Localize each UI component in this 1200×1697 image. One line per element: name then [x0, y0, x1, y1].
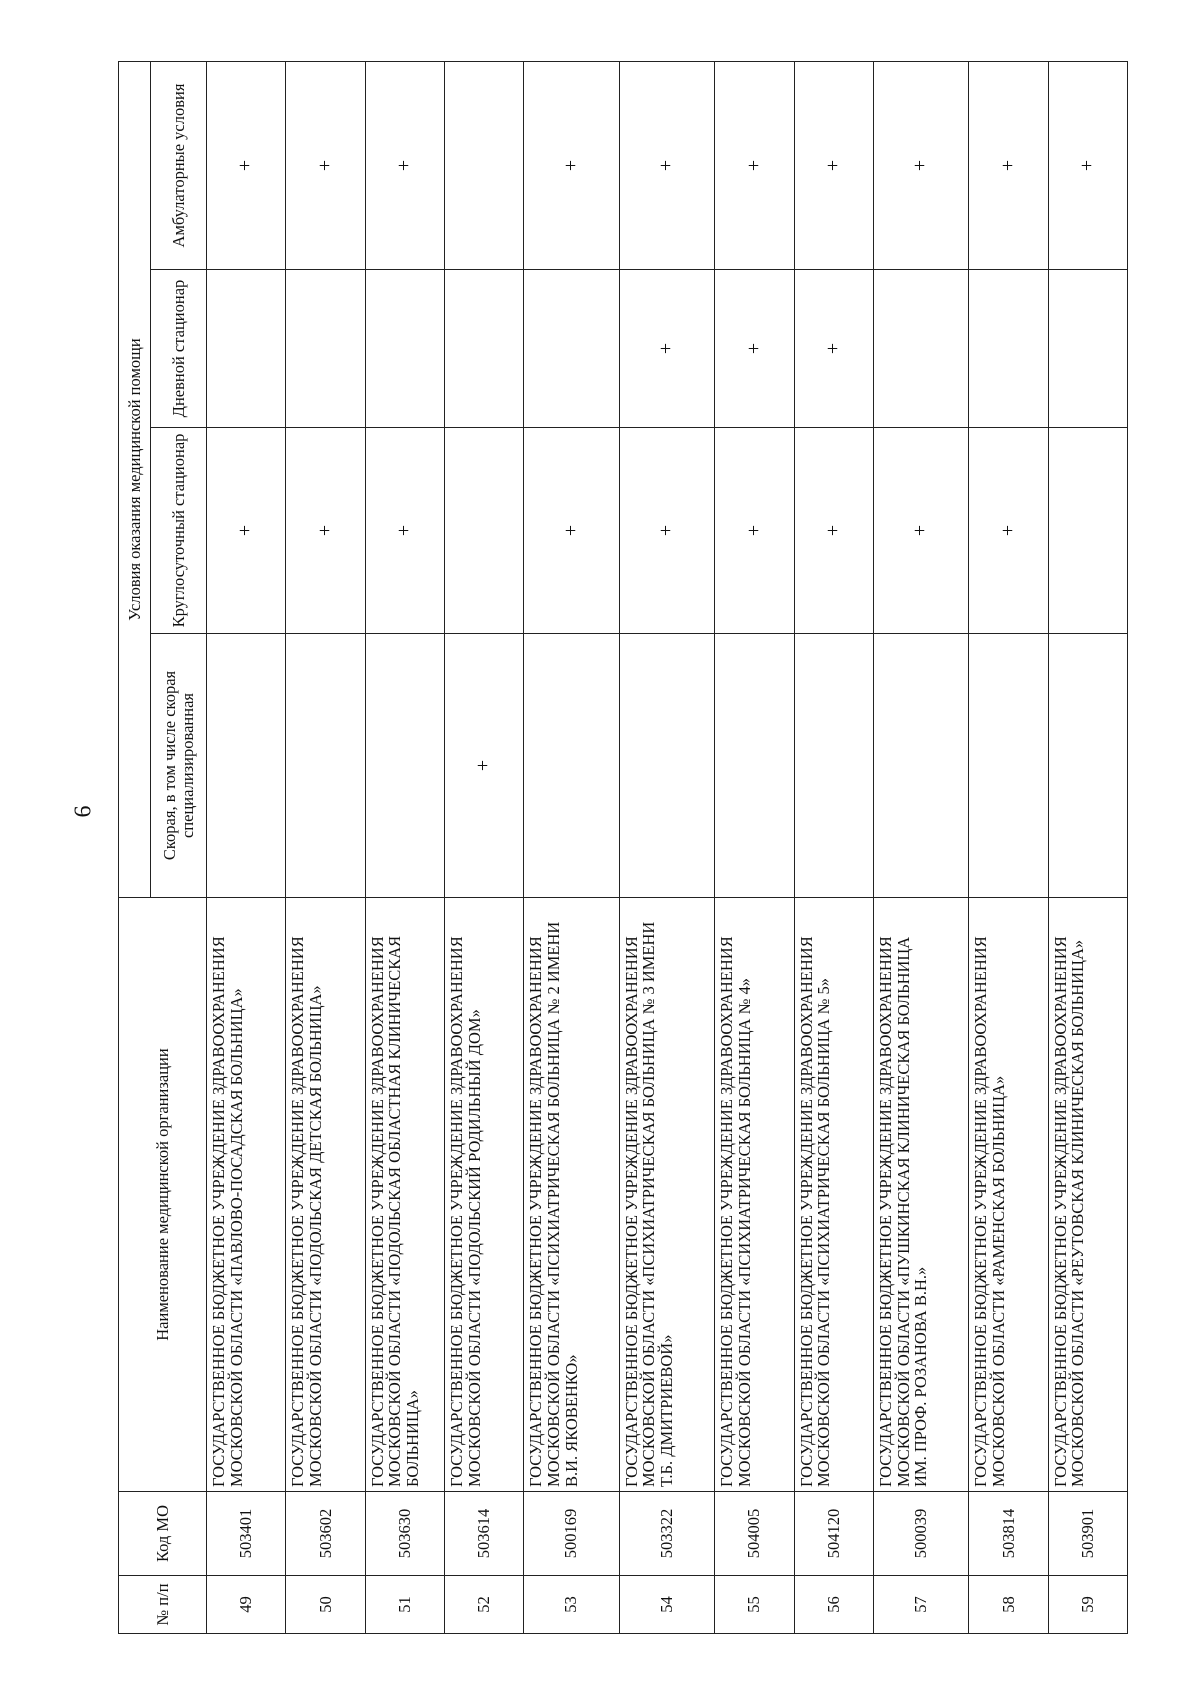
plus-mark: + [909, 159, 932, 172]
header-day-hospital: Дневной стационар [151, 270, 207, 428]
cell-outpatient [365, 62, 444, 270]
table-row [969, 62, 1048, 1634]
row-code: 503602 [286, 1492, 365, 1576]
header-conditions: Условия оказания медицинской помощи [119, 62, 151, 898]
table-row [365, 62, 444, 1634]
cell-outpatient [969, 62, 1048, 270]
row-num: 53 [524, 1576, 620, 1634]
plus-mark: + [234, 159, 257, 172]
row-num: 57 [873, 1576, 969, 1634]
cell-day-hospital [794, 270, 873, 428]
row-num: 55 [715, 1576, 794, 1634]
plus-mark: + [313, 159, 336, 172]
row-code: 500169 [524, 1492, 620, 1576]
cell-ambulance [969, 634, 1048, 898]
row-code: 504120 [794, 1492, 873, 1576]
plus-mark: + [742, 524, 765, 537]
cell-outpatient [444, 62, 523, 270]
row-code: 503630 [365, 1492, 444, 1576]
cell-inpatient [715, 428, 794, 634]
header-outpatient: Амбулаторные условия [151, 62, 207, 270]
plus-mark: + [821, 342, 844, 355]
row-code: 503814 [969, 1492, 1048, 1576]
row-name: ГОСУДАРСТВЕННОЕ БЮДЖЕТНОЕ УЧРЕЖДЕНИЕ ЗДРАВООХРАНЕНИЯ МОСКОВСКОЙ ОБЛАСТИ «ПОДОЛЬСКИЙ РОДИЛЬНЫЙ ДОМ» [444, 898, 523, 1492]
row-num: 49 [207, 1576, 286, 1634]
plus-mark: + [1076, 159, 1098, 172]
plus-mark: + [996, 159, 1019, 172]
cell-day-hospital [524, 270, 620, 428]
row-name: ГОСУДАРСТВЕННОЕ БЮДЖЕТНОЕ УЧРЕЖДЕНИЕ ЗДРАВООХРАНЕНИЯ МОСКОВСКОЙ ОБЛАСТИ «ПАВЛОВО-ПОСАДСКАЯ БОЛЬНИЦА» [207, 898, 286, 1492]
cell-day-hospital [365, 270, 444, 428]
row-num: 52 [444, 1576, 523, 1634]
plus-mark: + [559, 524, 582, 537]
cell-inpatient [1048, 428, 1127, 634]
row-name: ГОСУДАРСТВЕННОЕ БЮДЖЕТНОЕ УЧРЕЖДЕНИЕ ЗДРАВООХРАНЕНИЯ МОСКОВСКОЙ ОБЛАСТИ «ПСИХИАТРИЧЕСКАЯ БОЛЬНИЦА № 5» [794, 898, 873, 1492]
row-name: ГОСУДАРСТВЕННОЕ БЮДЖЕТНОЕ УЧРЕЖДЕНИЕ ЗДРАВООХРАНЕНИЯ МОСКОВСКОЙ ОБЛАСТИ «РЕУТОВСКАЯ КЛИНИЧЕСКАЯ БОЛЬНИЦА» [1048, 898, 1127, 1492]
table-row [873, 62, 969, 1634]
plus-mark: + [909, 524, 932, 537]
plus-mark: + [742, 159, 765, 172]
rotated-table-wrapper [118, 62, 1128, 1634]
row-code: 500039 [873, 1492, 969, 1576]
cell-day-hospital [286, 270, 365, 428]
row-name: ГОСУДАРСТВЕННОЕ БЮДЖЕТНОЕ УЧРЕЖДЕНИЕ ЗДРАВООХРАНЕНИЯ МОСКОВСКОЙ ОБЛАСТИ «ПСИХИАТРИЧЕСКАЯ БОЛЬНИЦА № 4» [715, 898, 794, 1492]
row-num: 50 [286, 1576, 365, 1634]
cell-day-hospital [873, 270, 969, 428]
header-ambulance: Скорая, в том числе скорая специализированная [151, 634, 207, 898]
cell-inpatient [444, 428, 523, 634]
cell-outpatient [524, 62, 620, 270]
cell-inpatient [794, 428, 873, 634]
cell-inpatient [207, 428, 286, 634]
row-name: ГОСУДАРСТВЕННОЕ БЮДЖЕТНОЕ УЧРЕЖДЕНИЕ ЗДРАВООХРАНЕНИЯ МОСКОВСКОЙ ОБЛАСТИ «ПСИХИАТРИЧЕСКАЯ БОЛЬНИЦА № 3 ИМЕНИ Т.Б. ДМИТРИЕВОЙ» [619, 898, 715, 1492]
organizations-table [118, 61, 1128, 1634]
table-row [794, 62, 873, 1634]
plus-mark: + [392, 524, 415, 537]
document-page [118, 62, 1128, 1634]
cell-ambulance [207, 634, 286, 898]
header-name: Наименование медицинской организации [119, 898, 207, 1492]
cell-ambulance [794, 634, 873, 898]
cell-inpatient [524, 428, 620, 634]
cell-ambulance [1048, 634, 1127, 898]
cell-inpatient [969, 428, 1048, 634]
plus-mark: + [655, 524, 678, 537]
cell-day-hospital [619, 270, 715, 428]
cell-outpatient [715, 62, 794, 270]
row-code: 503614 [444, 1492, 523, 1576]
table-row [715, 62, 794, 1634]
plus-mark: + [821, 159, 844, 172]
cell-day-hospital [1048, 270, 1127, 428]
cell-ambulance [286, 634, 365, 898]
cell-inpatient [873, 428, 969, 634]
header-num: № п/п [119, 1576, 207, 1634]
cell-outpatient [794, 62, 873, 270]
table-row [444, 62, 523, 1634]
row-num: 54 [619, 1576, 715, 1634]
cell-outpatient [207, 62, 286, 270]
plus-mark: + [821, 524, 844, 537]
plus-mark: + [472, 759, 495, 772]
row-name: ГОСУДАРСТВЕННОЕ БЮДЖЕТНОЕ УЧРЕЖДЕНИЕ ЗДРАВООХРАНЕНИЯ МОСКОВСКОЙ ОБЛАСТИ «РАМЕНСКАЯ БОЛЬНИЦА» [969, 898, 1048, 1492]
cell-ambulance [365, 634, 444, 898]
cell-outpatient [873, 62, 969, 270]
cell-day-hospital [207, 270, 286, 428]
cell-ambulance [715, 634, 794, 898]
cell-inpatient [619, 428, 715, 634]
row-name: ГОСУДАРСТВЕННОЕ БЮДЖЕТНОЕ УЧРЕЖДЕНИЕ ЗДРАВООХРАНЕНИЯ МОСКОВСКОЙ ОБЛАСТИ «ПОДОЛЬСКАЯ ДЕТСКАЯ БОЛЬНИЦА» [286, 898, 365, 1492]
cell-day-hospital [715, 270, 794, 428]
cell-inpatient [365, 428, 444, 634]
header-inpatient: Круглосуточный стационар [151, 428, 207, 634]
cell-day-hospital [969, 270, 1048, 428]
cell-outpatient [1048, 62, 1127, 270]
row-num: 56 [794, 1576, 873, 1634]
table-row [286, 62, 365, 1634]
table-row [207, 62, 286, 1634]
cell-day-hospital [444, 270, 523, 428]
cell-ambulance [524, 634, 620, 898]
row-name: ГОСУДАРСТВЕННОЕ БЮДЖЕТНОЕ УЧРЕЖДЕНИЕ ЗДРАВООХРАНЕНИЯ МОСКОВСКОЙ ОБЛАСТИ «ПУШКИНСКАЯ КЛИНИЧЕСКАЯ БОЛЬНИЦА ИМ. ПРОФ. РОЗАНОВА В.Н.» [873, 898, 969, 1492]
row-name: ГОСУДАРСТВЕННОЕ БЮДЖЕТНОЕ УЧРЕЖДЕНИЕ ЗДРАВООХРАНЕНИЯ МОСКОВСКОЙ ОБЛАСТИ «ПОДОЛЬСКАЯ ОБЛАСТНАЯ КЛИНИЧЕСКАЯ БОЛЬНИЦА» [365, 898, 444, 1492]
plus-mark: + [742, 342, 765, 355]
plus-mark: + [313, 524, 336, 537]
cell-inpatient [286, 428, 365, 634]
page-number: 6 [70, 805, 97, 818]
table-row [1048, 62, 1127, 1634]
cell-outpatient [619, 62, 715, 270]
cell-ambulance [619, 634, 715, 898]
plus-mark: + [996, 524, 1019, 537]
row-num: 58 [969, 1576, 1048, 1634]
header-code: Код МО [119, 1492, 207, 1576]
row-num: 59 [1048, 1576, 1127, 1634]
plus-mark: + [234, 524, 257, 537]
plus-mark: + [655, 159, 678, 172]
row-code: 503901 [1048, 1492, 1127, 1576]
row-name: ГОСУДАРСТВЕННОЕ БЮДЖЕТНОЕ УЧРЕЖДЕНИЕ ЗДРАВООХРАНЕНИЯ МОСКОВСКОЙ ОБЛАСТИ «ПСИХИАТРИЧЕСКАЯ БОЛЬНИЦА № 2 ИМЕНИ В.И. ЯКОВЕНКО» [524, 898, 620, 1492]
cell-ambulance [444, 634, 523, 898]
row-code: 503322 [619, 1492, 715, 1576]
row-code: 504005 [715, 1492, 794, 1576]
table-row [524, 62, 620, 1634]
cell-ambulance [873, 634, 969, 898]
cell-outpatient [286, 62, 365, 270]
plus-mark: + [655, 342, 678, 355]
plus-mark: + [559, 159, 582, 172]
table-row [619, 62, 715, 1634]
plus-mark: + [392, 159, 415, 172]
row-code: 503401 [207, 1492, 286, 1576]
row-num: 51 [365, 1576, 444, 1634]
